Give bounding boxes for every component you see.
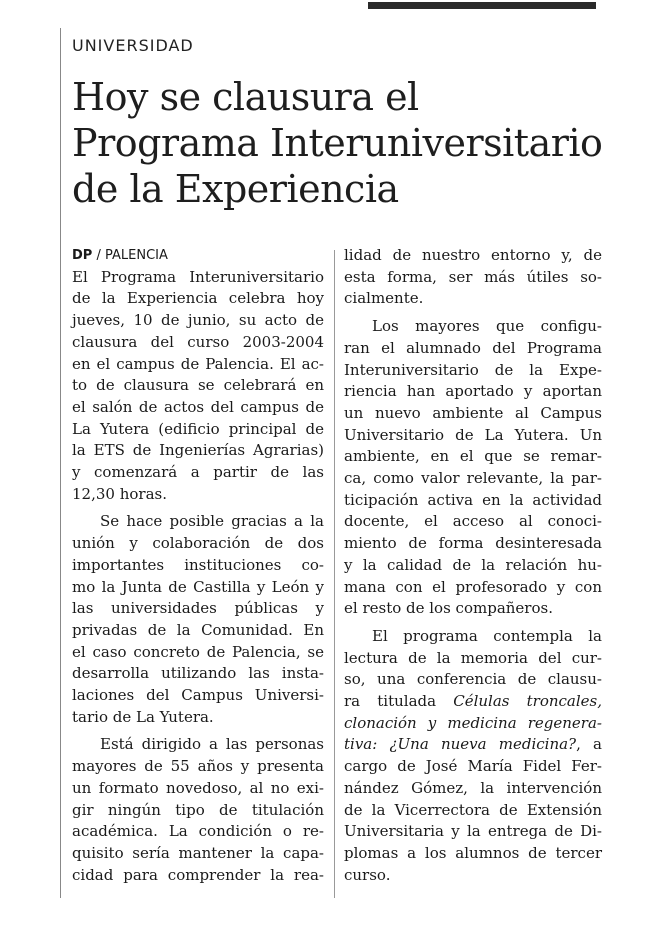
byline-separator: / — [92, 248, 105, 263]
headline — [72, 74, 632, 212]
text-line: tario de La Yutera. — [72, 707, 214, 726]
text-line: tiva: ¿Una nueva medicina?, a — [344, 735, 602, 754]
text-line: ticipación activa en la actividad — [344, 490, 602, 509]
text-line: lidad de nuestro entorno y, de — [344, 246, 602, 264]
text-line: Los mayores que configu- — [372, 317, 602, 336]
text-line: unión y colaboración de dos — [72, 534, 324, 553]
text-line: El programa contempla la — [372, 626, 602, 645]
text-line: Interuniversitario de la Expe- — [344, 360, 602, 379]
text-line: un nuevo ambiente al Campus — [344, 403, 602, 422]
text-line: clausura del curso 2003-2004 — [72, 332, 324, 351]
text-line: y la calidad de la relación hu- — [344, 555, 602, 574]
text-line: gir ningún tipo de titulación — [72, 800, 324, 819]
text-line: y comenzará a partir de las — [72, 463, 324, 482]
text-line: la ETS de Ingenierías Agrarias) — [72, 441, 324, 460]
text-line: ambiente, en el que se remar- — [344, 447, 602, 466]
byline-place: PALENCIA — [104, 248, 168, 263]
column-divider — [334, 250, 335, 898]
text-line: quisito sería mantener la capa- — [72, 843, 324, 862]
text-line: en el campus de Palencia. El ac- — [72, 354, 324, 373]
text-line: clonación y medicina regenera- — [344, 713, 602, 732]
text-line: 12,30 horas. — [72, 484, 167, 503]
text-line: desarrolla utilizando las insta- — [72, 664, 324, 683]
text-line: cialmente. — [344, 289, 424, 308]
text-line: so, una conferencia de clausu- — [344, 670, 602, 689]
text-line: miento de forma desinteresada — [344, 534, 602, 553]
text-line: el salón de actos del campus de — [72, 397, 324, 416]
top-rule-bar — [368, 2, 596, 9]
text-line: privadas de la Comunidad. En — [72, 620, 324, 639]
text-line: cidad para comprender la rea- — [72, 865, 324, 884]
byline — [72, 245, 324, 267]
text-line: curso. — [344, 865, 391, 884]
text-line: el resto de los compañeros. — [344, 599, 553, 618]
headline-line: Programa Interuniversitario — [72, 121, 603, 165]
article-column-right — [344, 245, 602, 886]
text-line: académica. La condición o re- — [72, 822, 324, 841]
text-line: mayores de 55 años y presenta — [72, 757, 324, 776]
text-line: riencia han aportado y aportan — [344, 382, 602, 401]
text-line: plomas a los alumnos de tercer — [344, 843, 602, 862]
text-line: ra titulada Células troncales, — [344, 692, 602, 711]
text-line: esta forma, ser más útiles so- — [344, 267, 602, 286]
text-line: ca, como valor relevante, la par- — [344, 469, 602, 488]
text-line: de la Vicerrectora de Extensión — [344, 800, 602, 819]
text-line: La Yutera (edificio principal de — [72, 419, 324, 438]
text-line: ran el alumnado del Programa — [344, 338, 602, 357]
article-column-left — [72, 245, 324, 886]
text-line: Está dirigido a las personas — [100, 735, 324, 754]
text-line: Universitario de La Yutera. Un — [344, 425, 602, 444]
headline-line: de la Experiencia — [72, 167, 399, 211]
text-line: El Programa Interuniversitario — [72, 267, 324, 286]
headline-line: Hoy se clausura el — [72, 75, 419, 119]
text-line: importantes instituciones co- — [72, 555, 324, 574]
text-line: Universitaria y la entrega de Di- — [344, 822, 602, 841]
text-line: el caso concreto de Palencia, se — [72, 642, 324, 661]
text-line: to de clausura se celebrará en — [72, 376, 324, 395]
text-line: las universidades públicas y — [72, 599, 324, 618]
section-label: UNIVERSIDAD — [72, 36, 194, 55]
left-margin-rule — [60, 28, 61, 898]
text-line: de la Experiencia celebra hoy — [72, 289, 324, 308]
text-line: mana con el profesorado y con — [344, 577, 602, 596]
text-line: lectura de la memoria del cur- — [344, 648, 602, 667]
text-line: laciones del Campus Universi- — [72, 686, 324, 705]
text-line: cargo de José María Fidel Fer- — [344, 757, 602, 776]
text-line: nández Gómez, la intervención — [344, 778, 602, 797]
text-line: mo la Junta de Castilla y León y — [72, 577, 324, 596]
text-line: Se hace posible gracias a la — [100, 512, 324, 531]
byline-agency: DP — [72, 248, 93, 263]
text-line: un formato novedoso, al no exi- — [72, 778, 324, 797]
text-line: jueves, 10 de junio, su acto de — [72, 311, 324, 330]
text-line: docente, el acceso al conoci- — [344, 512, 602, 531]
